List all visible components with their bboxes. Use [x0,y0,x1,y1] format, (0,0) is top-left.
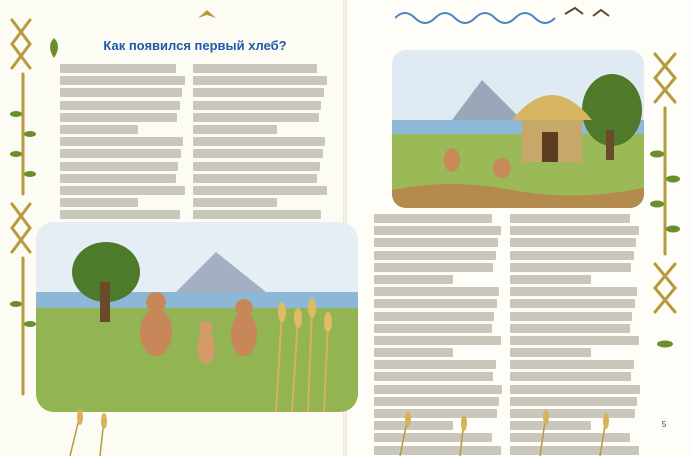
village-illustration [392,50,644,208]
text-line-placeholder [374,275,453,284]
text-line-placeholder [193,76,327,85]
top-wave-ornament [395,4,645,26]
text-line-placeholder [510,324,630,333]
text-line-placeholder [374,263,493,272]
text-line-placeholder [510,312,632,321]
text-line-placeholder [60,76,185,85]
text-line-placeholder [374,226,501,235]
text-line-placeholder [193,88,324,97]
bottom-wheat-border [40,405,660,456]
text-line-placeholder [60,162,178,171]
left-ornament-border [6,14,40,444]
bird-icon [196,6,218,26]
text-line-placeholder [193,174,317,183]
text-line-placeholder [510,263,631,272]
page-number: 5 [661,420,667,429]
text-line-placeholder [193,113,319,122]
text-line-placeholder [193,137,325,146]
text-line-placeholder [510,287,637,296]
text-line-placeholder [60,113,177,122]
text-line-placeholder [60,198,138,207]
text-line-placeholder [193,162,320,171]
text-line-placeholder [193,125,277,134]
page-title: Как появился первый хлеб? [103,38,287,53]
text-line-placeholder [60,137,183,146]
text-line-placeholder [60,64,176,73]
text-line-placeholder [374,336,501,345]
text-line-placeholder [193,198,277,207]
text-line-placeholder [60,210,180,219]
text-line-placeholder [60,88,182,97]
text-line-placeholder [374,312,494,321]
text-line-placeholder [193,186,327,195]
text-line-placeholder [374,372,493,381]
text-line-placeholder [374,287,499,296]
text-line-placeholder [510,360,634,369]
text-line-placeholder [374,324,492,333]
text-line-placeholder [374,348,453,357]
text-line-placeholder [60,101,180,110]
text-line-placeholder [510,299,635,308]
text-line-placeholder [60,174,176,183]
text-line-placeholder [374,385,502,394]
text-line-placeholder [193,101,321,110]
text-line-placeholder [510,251,634,260]
text-line-placeholder [510,372,631,381]
text-line-placeholder [510,275,591,284]
text-line-placeholder [510,238,636,247]
text-line-placeholder [374,238,498,247]
text-line-placeholder [60,125,138,134]
text-line-placeholder [510,214,630,223]
text-line-placeholder [374,360,496,369]
text-line-placeholder [510,385,640,394]
text-line-placeholder [193,210,321,219]
family-wheat-illustration [36,222,358,412]
text-line-placeholder [374,299,497,308]
text-line-placeholder [374,214,492,223]
text-line-placeholder [374,251,496,260]
text-line-placeholder [193,149,323,158]
text-line-placeholder [510,348,591,357]
text-line-placeholder [60,149,181,158]
text-line-placeholder [510,226,639,235]
text-line-placeholder [60,186,185,195]
text-line-placeholder [510,336,639,345]
right-ornament-border [645,14,685,444]
text-line-placeholder [193,64,317,73]
